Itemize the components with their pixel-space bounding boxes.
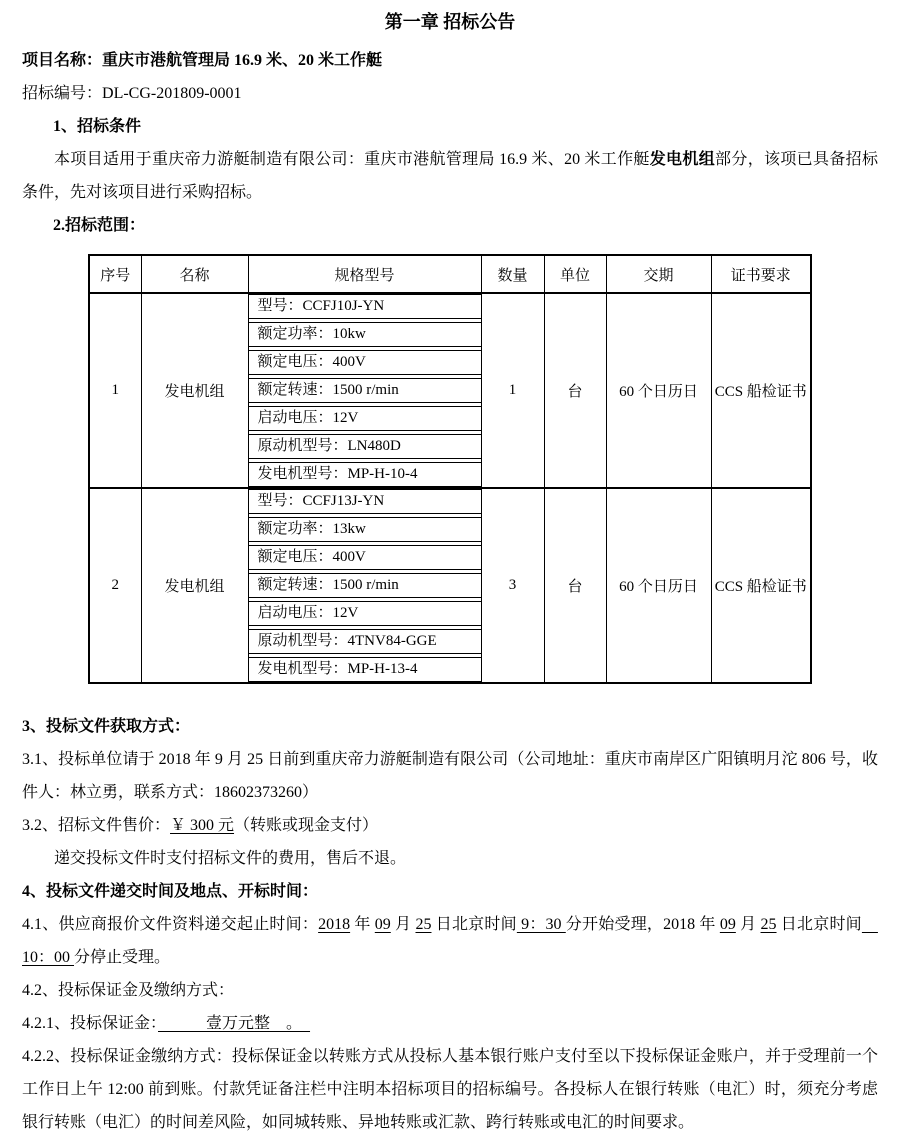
text-run: （转账或现金支付） [234,817,379,834]
tender-number-label: 招标编号： [22,85,103,102]
end-month-underline: 09 [719,916,736,933]
tender-number-line [22,77,878,110]
table-header-row [89,255,811,293]
tender-number-value: DL-CG-201809-0001 [102,85,242,102]
text-run: 日北京时间 [776,916,862,933]
spec-line: 额定转速：1500 r/min [249,573,481,598]
text-run: 年 [350,916,375,933]
header-cell-seq: 序号 [89,255,141,293]
start-month-underline: 09 [374,916,391,933]
paragraph-3-2 [22,809,878,842]
delivery-cell: 60 个日历日 [606,293,711,488]
text-run: 月 [390,916,416,933]
cert-cell: CCS 船检证书 [711,293,811,488]
text-run: 部分，该项已具备招标条件，先对该项目进行采购招标。 [22,151,878,201]
paragraph-3-2b: 递交投标文件时支付招标文件的费用，售后不退。 [54,850,407,867]
text-run: 4.1、供应商报价文件资料递交起止时间： [22,916,319,933]
section-4-heading: 4、投标文件递交时间及地点、开标时间： [22,883,319,900]
page-title: 第一章 招标公告 [384,12,516,32]
spec-cell [248,488,481,683]
end-time-underline: 10：00 [22,916,878,966]
unit-cell: 台 [544,293,606,488]
price-underline: ￥ 300 元 [170,817,235,834]
delivery-cell: 60 个日历日 [606,488,711,683]
project-name-line [22,44,878,77]
text-run: 4.2.1、投标保证金： [22,1015,159,1032]
text-run: 月 [735,916,761,933]
spec-list [249,489,481,682]
spec-line: 额定电压：400V [249,545,481,570]
cert-cell: CCS 船检证书 [711,488,811,683]
spec-line: 启动电压：12V [249,406,481,431]
generator-set-bold-run: 发电机组 [649,151,716,168]
header-cell-unit: 单位 [544,255,606,293]
paragraph-4-2-2: 4.2.2、投标保证金缴纳方式：投标保证金以转账方式从投标人基本银行账户支付至以下投标保证金账户，并于受理前一个工作日上午 12:00 前到账。付款凭证备注栏中注明本招标项目的招标编号。各投标人在银行转账（电汇）时，须充分考虑银行转账（电汇）的时间差风险，如同城转账、异地转账或汇款、跨行转账或电汇的时间要求。 [22,1048,878,1131]
header-cell-qty: 数量 [481,255,544,293]
start-day-underline: 25 [415,916,432,933]
section-1-heading: 1、招标条件 [53,118,142,135]
paragraph-4-1 [22,908,878,974]
text-run: 分停止受理。 [74,949,171,966]
name-cell: 发电机组 [141,488,248,683]
section-1-body [22,143,878,209]
header-cell-name: 名称 [141,255,248,293]
spec-line: 型号：CCFJ10J-YN [249,294,481,319]
unit-cell: 台 [544,488,606,683]
section-3-heading: 3、投标文件获取方式： [22,718,191,735]
spec-line: 原动机型号：LN480D [249,434,481,459]
text-run: 本项目适用于重庆帝力游艇制造有限公司：重庆市港航管理局 16.9 米、20 米工作艇 [54,151,650,168]
spec-line: 发电机型号：MP-H-13-4 [249,657,481,682]
header-cell-delivery: 交期 [606,255,711,293]
end-day-underline: 25 [760,916,777,933]
text-run: 3.2、招标文件售价： [22,817,171,834]
spec-line: 额定功率：13kw [249,517,481,542]
spec-line: 型号：CCFJ13J-YN [249,489,481,514]
seq-cell: 1 [89,293,141,488]
start-year-underline: 2018 [318,916,351,933]
tender-scope-table [88,254,812,684]
project-name-value: 重庆市港航管理局 16.9 米、20 米工作艇 [102,52,383,69]
seq-cell: 2 [89,488,141,683]
header-cell-spec: 规格型号 [248,255,481,293]
spec-line: 额定转速：1500 r/min [249,378,481,403]
name-cell: 发电机组 [141,293,248,488]
spec-cell [248,293,481,488]
paragraph-4-2-1 [22,1007,878,1040]
spec-line: 启动电压：12V [249,601,481,626]
table-row [89,293,811,488]
spec-line: 额定电压：400V [249,350,481,375]
spec-line: 原动机型号：4TNV84-GGE [249,629,481,654]
qty-cell: 1 [481,293,544,488]
project-name-label: 项目名称： [22,52,103,69]
qty-cell: 3 [481,488,544,683]
paragraph-3-1: 3.1、投标单位请于 2018 年 9 月 25 日前到重庆帝力游艇制造有限公司（公司地址：重庆市南岸区广阳镇明月沱 806 号，收件人：林立勇，联系方式：18602373260） [22,751,878,801]
spec-line: 额定功率：10kw [249,322,481,347]
table-row [89,488,811,683]
paragraph-4-2: 4.2、投标保证金及缴纳方式： [22,982,235,999]
text-run: 日北京时间 [431,916,517,933]
header-cell-cert: 证书要求 [711,255,811,293]
text-run: 分开始受理，2018 年 [565,916,720,933]
deposit-amount-underline: 壹万元整 。 [158,1015,311,1032]
spec-line: 发电机型号：MP-H-10-4 [249,462,481,487]
tender-scope-heading: 2.招标范围： [53,217,146,234]
spec-list [249,294,481,487]
start-time-underline: 9：30 [516,916,566,933]
